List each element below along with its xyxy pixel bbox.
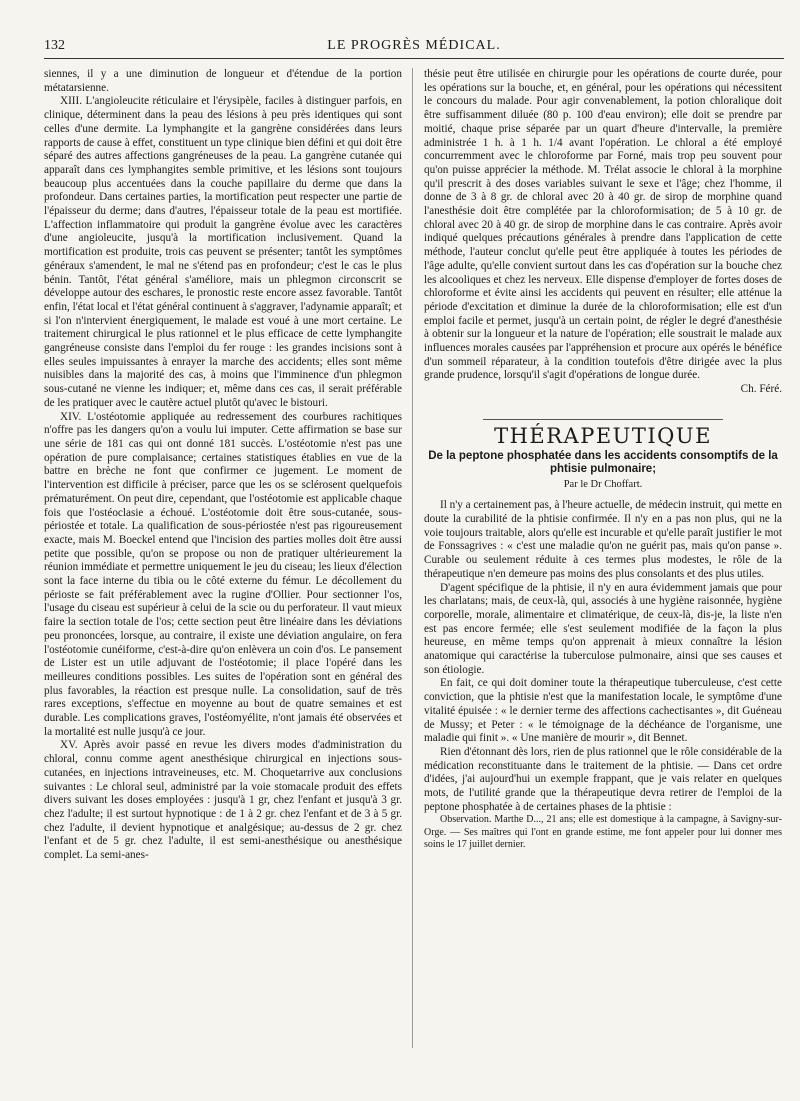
left-paragraph: XIII. L'angioleucite réticulaire et l'érysipèle, faciles à distinguer parfois, en clinique, déterminent dans la peau des lésions à peu près identiques qui sont celles d'une dermite. La lymphangite et la gangrène considérées dans leurs rapports de cause à effet, constituent un type clinique bien défini et qui doit être séparé des autres affections gangréneuses de la peau. La gangrène cutanée qui apparaît dans ces lymphangites semble primitive, et les lésions sont toujours beaucoup plus accentuées dans la couche papillaire du derme que dans la profondeur. Dans certaines parties, la mortification peut respecter une partie de l'épaisseur du derme; dans d'autres, l'épaisseur totale de la peau est mortifiée. L'affection inflammatoire qui produit la gangrène évolue avec les caractères d'une angioleucite, jusqu'à la mortification inclusivement. Quand la mortification est produite, trois cas peuvent se présenter; tantôt les symptômes généraux s'amendent, le mal ne s'étend pas en profondeur; c'est le cas le plus bénin. Tantôt, l'état général s'améliore, mais un phlegmon circonscrit se développe autour des eschares, le pronostic reste encore assez favorable. Tantôt enfin, l'état local et l'état général continuent à s'aggraver, l'adynamie apparaît; et si l'on n'intervient énergiquement, le malade est voué à une mort certaine. Le traitement chirurgical le plus rationnel et le plus efficace de cette lymphangite gangréneuse consiste dans l'emploi du fer rouge : les grandes incisions sont à elles seules impuissantes à enrayer la marche des accidents; elles sont même nuisibles dans la majorité des cas, à moins que l'imminence d'un phlegmon sous-cutané ne vienne les indiquer; et, même dans ces cas, il serait préférable de les pratiquer avec le cautère actuel plutôt qu'avec le bistouri. [44,95,402,409]
article-title: De la peptone phosphatée dans les accidents consomptifs de la phtisie pulmonaire; [428,449,778,475]
left-paragraph: XIV. L'ostéotomie appliquée au redressement des courbures rachitiques n'offre pas les dangers qu'on a voulu lui imputer. Cette affirmation se base sur une série de 181 cas qui ont donné 181 succès. L'ostéotomie n'est pas une opération de pure complaisance; certaines statistiques établies en vue de la battre en brèche ne font que confirmer ce jugement. Le moment de l'intervention est difficile à préciser, parce que les os se sclérosent quelquefois prématurément. On peut dire, cependant, que l'ostéotomie est applicable chaque fois que l'ostéoclasie a échoué. L'ostéotomie doit être sous-cutanée, sous-périostée et totale. La qualification de sous-périostée n'est pas rigoureusement exacte, mais M. Boeckel entend que l'incision des parties molles doit être aussi petite que possible, qu'on se propose ou non de pratiquer ultérieurement la réunion immédiate et permettre uniquement le jeu du ciseau; les lieux d'élection sont la face interne du tibia ou le côté externe du fémur. Le décollement du périoste se fait préférablement avec la rugine d'Ollier. Pour sectionner l'os, l'usage du ciseau est supérieur à celui de la scie ou du perforateur. Il vaut mieux faire la section totale de l'os; cette section peut être linéaire dans les déviations peu prononcées, lorsque, au contraire, il existe une déviation angulaire, on fera l'ostéotomie cunéiforme, c'est-à-dire qu'on enlèvera un coin d'os. Le pansement de Lister est un utile adjuvant de l'ostéotomie; il place l'opéré dans les meilleures conditions possibles. Les suites de l'opération sont en général des plus favorables, la réaction est presque nulle. La consolidation, sauf de très rares exceptions, s'effectue en moyenne au bout de quatre semaines et est durable. Les complications graves, l'ostéomyélite, n'ont jamais été observées et la mortalité est nulle jusqu'à ce jour. [44,410,402,738]
right-paragraph: Il n'y a certainement pas, à l'heure actuelle, de médecin instruit, qui mette en doute la curabilité de la phtisie confirmée. Il n'y en a pas non plus, qui ne la voie toujours traitable, alors qu'elle est incurable et qu'elle paraît justifier le mot de Fonssagrives : « c'est une maladie qu'on ne guérit pas, mais qu'on panse ». Curable ou seulement réduite à ces termes plus modestes, le rôle de la thérapeutique n'en demeure pas moins des plus consolants et des plus utiles. [424,499,783,580]
header-rule [44,58,784,59]
right-column [424,68,782,852]
article-byline: Par le Dr Choffart. [563,478,643,490]
right-paragraph: Rien d'étonnant dès lors, rien de plus rationnel que le rôle considérable de la médication reconstituante dans le traitement de la phtisie. — Dans cet ordre d'idées, j'ai aujourd'hui un exemple frappant, que je vais relater en quelques mots, de l'utilité grande que la thérapeutique devra retirer de l'emploi de la peptone phosphatée à de certaines phases de la phtisie : [424,745,782,813]
right-paragraph: D'agent spécifique de la phtisie, il n'y en aura évidemment jamais que pour les charlatans; mais, de ceux-là, qui, associés à une hygiène raisonnée, hygiène corporelle, morale, alimentaire et climatérique, de ceux-là, dis-je, la liste n'en est pas encore fermée; elle s'est seulement modifiée de la façon la plus heureuse, en même temps qu'on apprenait à mieux connaître la lésion anatomique qui caractérise la tuberculose pulmonaire, ainsi que ses causes et son étiologie. [424,581,782,676]
column-divider [412,68,413,1048]
observation-note: Observation. Marthe D..., 21 ans; elle est domestique à la campagne, à Savigny-sur-Orge. — Ses maîtres qui l'ont en grande estime, me font appeler pour lui donner mes soins le 17 juillet dernier. [424,814,782,851]
right-paragraph: En fait, ce qui doit dominer toute la thérapeutique tuberculeuse, c'est cette conviction, que la phtisie n'est que la manifestation locale, le symptôme d'une vitalité épuisée : « le dernier terme des affections cachectisantes », dit Guéneau de Mussy; et Peter : « le témoignage de la déchéance de l'organisme, une maladie qui finit ». « Une manière de mourir », dit Bennet. [424,677,782,745]
left-paragraph: XV. Après avoir passé en revue les divers modes d'administration du chloral, connu comme agent anesthésique chirurgical en injections sous-cutanées, en injections intraveineuses, etc. M. Choquetarrive aux conclusions suivantes : Le chloral seul, administré par la voie stomacale produit des effets divers suivant les doses employées : jusqu'à 1 gr, chez l'enfant et jusqu'à 3 gr. chez l'adulte; il est surtout hypnotique : de 1 à 2 gr. chez l'enfant et de 3 à 5 gr. chez l'adulte, il devient hypnotique et analgésique; au-dessus de 2 gr. chez l'enfant et de 5 gr. chez l'adulte, il est semi-anesthésique ou anesthésique complet. La semi-anes- [44,739,402,862]
right-paragraph: thésie peut être utilisée en chirurgie pour les opérations de courte durée, pour les opérations sur la bouche, et, en général, pour les opérations qui nécessitent le concours du malade. Pour agir convenablement, la potion chloralique doit être suffisamment diluée (80 p. 100 d'eau environ); elle doit se prendre par moitié, chaque prise séparée par un quart d'heure d'intervalle, la première administrée 1 h. à 1 h. 1/4 avant l'opération. Le chloral a été employé concurremment avec le chloroforme par Forné, mais trop peu souvent pour qu'on puisse apprécier la méthode. M. Trélat associe le chloral à la morphine qu'il prescrit à des doses variables suivant le sexe et l'âge; chez l'homme, il donne de 3 à 8 gr. de chloral avec 20 à 40 gr. de sirop de morphine quand l'anesthésie doit être complétée par la chloroformisation; de 5 à 10 gr. de chloral avec 20 à 40 gr. de sirop de morphine dans le cas contraire. Après avoir indiqué quelques précautions générales à prendre dans l'application de cette méthode, l'auteur conclut qu'elle peut être appliquée à toutes les périodes de l'âge adulte, qu'elle convient surtout dans les cas d'opération sur la bouche chez les alcooliques et chez les nerveux. Elle dispense d'employer de fortes doses de chloroforme et évite ainsi les accidents qui peuvent en résulter; elle atténue la période d'excitation et diminue la durée de la chloroformisation; elle est d'un emploi facile et permet, jusqu'à un certain point, de régler le degré d'anesthésie à obtenir sur la longueur et la nature de l'opération; elle soustrait le malade aux influences morales causées par l'appréhension et procure aux opérés le bénéfice d'un sommeil réparateur, à la condition toutefois d'être dirigée avec la plus grande prudence, lorsqu'il s'agit d'opérations de longue durée. [424,68,782,382]
author-signature: Ch. Féré. [740,383,782,396]
left-column [44,68,402,863]
page-number: 132 [44,38,65,53]
section-title: THÉRAPEUTIQUE [483,419,723,444]
running-title: LE PROGRÈS MÉDICAL. [327,38,501,53]
page-header [44,38,784,58]
left-paragraph: siennes, il y a une diminution de longueur et d'étendue de la portion métatarsienne. [44,68,402,94]
